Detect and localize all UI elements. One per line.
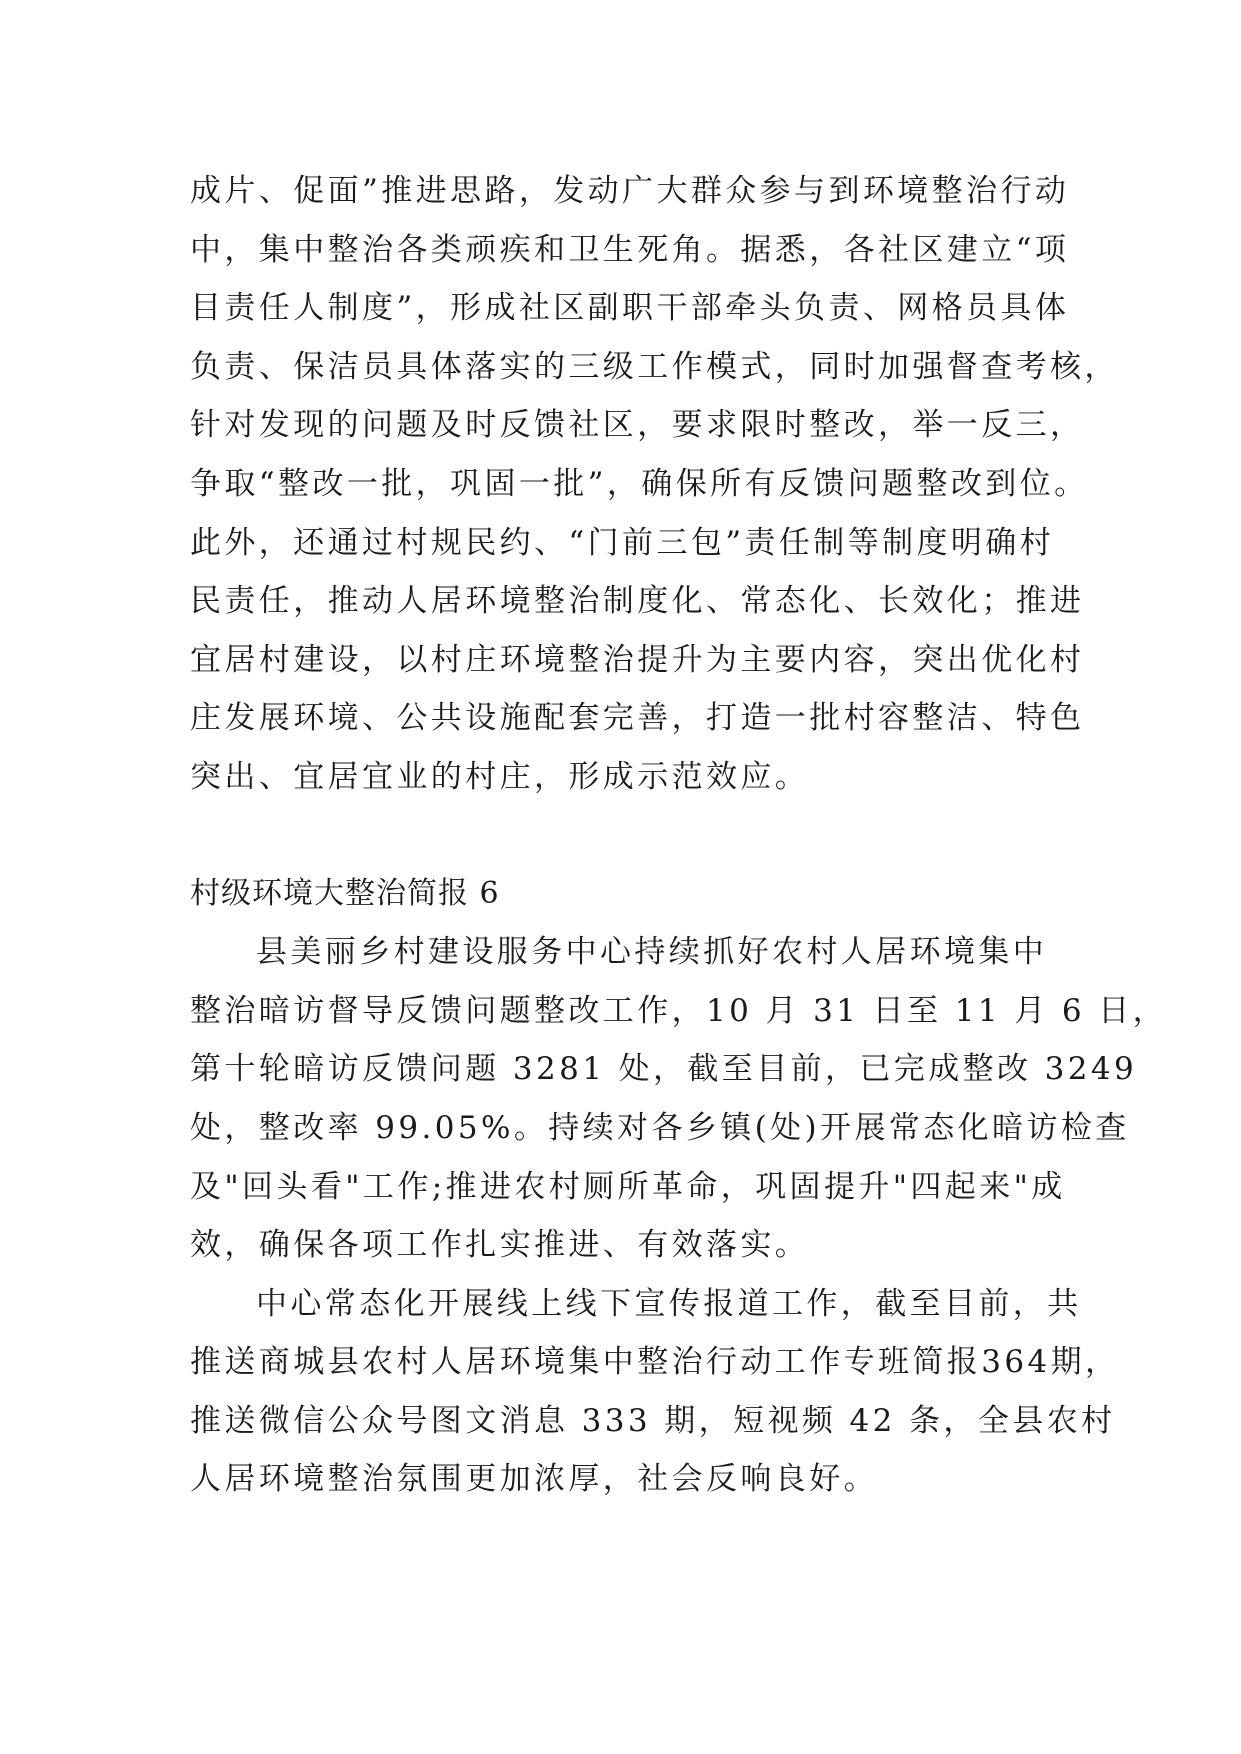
text-line: 及"回头看"工作;推进农村厕所革命，巩固提升"四起来"成 xyxy=(190,1168,1066,1205)
document-body xyxy=(190,162,1168,1509)
text-line: 民责任，推动人居环境整治制度化、常态化、长效化；推进 xyxy=(190,583,1085,620)
text-line: 人居环境整治氛围更加浓厚，社会反响良好。 xyxy=(190,1461,878,1498)
text-line: 负责、保洁员具体落实的三级工作模式，同时加强督查考核， xyxy=(190,348,1119,385)
paragraph-publicity xyxy=(190,1275,1120,1509)
text-line: 第十轮暗访反馈问题 3281 处，截至目前，已完成整改 3249 xyxy=(190,1051,1138,1088)
text-line: 争取“整改一批，巩固一批”，确保所有反馈问题整改到位。 xyxy=(190,465,1089,502)
text-line: 中心常态化开展线上线下宣传报道工作，截至目前，共 xyxy=(256,1285,1082,1322)
paragraph-rectification xyxy=(190,923,1168,1275)
text-line: 成片、促面”推进思路，发动广大群众参与到环境整治行动 xyxy=(190,173,1070,209)
text-line: 针对发现的问题及时反馈社区，要求限时整改，举一反三， xyxy=(190,407,1085,444)
text-line: 此外，还通过村规民约、“门前三包”责任制等制度明确村 xyxy=(190,524,1055,561)
text-line: 目责任人制度”，形成社区副职干部牵头负责、网格员具体 xyxy=(190,290,1070,327)
text-line: 庄发展环境、公共设施配套完善，打造一批村容整洁、特色 xyxy=(190,700,1085,737)
section-spacer xyxy=(190,807,1052,865)
intro-paragraph xyxy=(190,162,1119,807)
text-line: 整治暗访督导反馈问题整改工作，10 月 31 日至 11 月 6 日， xyxy=(190,992,1168,1029)
text-line: 中，集中整治各类顽疾和卫生死角。据悉，各社区建立“项 xyxy=(190,231,1070,268)
text-line: 效，确保各项工作扎实推进、有效落实。 xyxy=(190,1227,810,1264)
section-title: 村级环境大整治简报 6 xyxy=(190,875,500,911)
text-line: 推送商城县农村人居环境集中整治行动工作专班简报364期， xyxy=(190,1344,1120,1381)
text-line: 推送微信公众号图文消息 333 期，短视频 42 条，全县农村 xyxy=(190,1402,1116,1439)
text-line: 宜居村建设，以村庄环境整治提升为主要内容，突出优化村 xyxy=(190,641,1085,678)
text-line: 处，整改率 99.05%。持续对各乡镇(处)开展常态化暗访检查 xyxy=(190,1109,1130,1146)
text-line: 县美丽乡村建设服务中心持续抓好农村人居环境集中 xyxy=(256,934,1048,971)
text-line: 突出、宜居宜业的村庄，形成示范效应。 xyxy=(190,758,810,795)
